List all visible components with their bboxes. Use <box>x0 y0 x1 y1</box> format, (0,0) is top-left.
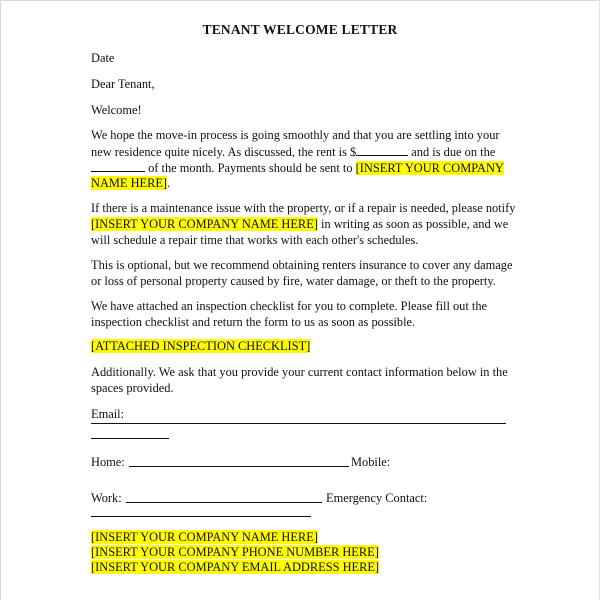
rent-text: new residence quite nicely. As discussed, the rent is $ <box>91 145 357 159</box>
checklist-text: [ATTACHED INSPECTION CHECKLIST] <box>91 339 311 353</box>
due-text: and is due on the <box>411 145 496 159</box>
notify-text: in writing as soon as possible, and we <box>321 217 509 231</box>
paragraph-1-line-4 <box>91 175 170 192</box>
checklist-placeholder <box>91 338 310 355</box>
due-day-blank[interactable] <box>91 159 145 172</box>
work-phone-field[interactable] <box>126 502 322 503</box>
footer-company-name <box>91 530 318 545</box>
company-placeholder-1b: NAME HERE] <box>91 176 168 190</box>
footer-company-name-text: [INSERT YOUR COMPANY NAME HERE] <box>91 530 318 544</box>
email-label: Email: <box>91 407 125 421</box>
work-label: Work: <box>91 491 122 505</box>
paragraph-3-line-2: or loss of personal property caused by fire, water damage, or theft to the property. <box>91 274 496 288</box>
company-placeholder-2: [INSERT YOUR COMPANY NAME HERE] <box>91 217 318 231</box>
welcome-line: Welcome! <box>91 103 142 117</box>
paragraph-3-line-1: This is optional, but we recommend obtaining renters insurance to cover any damage <box>91 258 513 272</box>
paragraph-4-line-1: We have attached an inspection checklist for you to complete. Please fill out the <box>91 299 488 313</box>
paragraph-2-line-3: will schedule a repair time that works with each other's schedules. <box>91 233 419 247</box>
emergency-contact-label: Emergency Contact: <box>326 491 428 505</box>
home-phone-field[interactable] <box>129 466 349 467</box>
paragraph-5-line-2: spaces provided. <box>91 381 174 395</box>
rent-amount-blank[interactable] <box>356 143 408 156</box>
paragraph-1-line-1: We hope the move-in process is going smoothly and that you are settling into your <box>91 128 500 142</box>
emergency-contact-field[interactable] <box>91 516 311 517</box>
footer-company-email <box>91 560 379 575</box>
mobile-label: Mobile: <box>351 455 391 469</box>
salutation: Dear Tenant, <box>91 77 155 91</box>
email-field-line-1[interactable] <box>91 423 506 424</box>
email-field-line-2[interactable] <box>91 438 169 439</box>
footer-company-email-text: [INSERT YOUR COMPANY EMAIL ADDRESS HERE] <box>91 560 380 574</box>
home-label: Home: <box>91 455 125 469</box>
company-placeholder-1a: [INSERT YOUR COMPANY <box>355 161 504 175</box>
date-line: Date <box>91 51 115 65</box>
letter-title: TENANT WELCOME LETTER <box>202 22 398 37</box>
page-border-top <box>0 0 600 1</box>
footer-company-phone-text: [INSERT YOUR COMPANY PHONE NUMBER HERE] <box>91 545 379 559</box>
payments-text: of the month. Payments should be sent to <box>148 161 353 175</box>
paragraph-2-line-2 <box>91 216 508 233</box>
paragraph-5-line-1: Additionally. We ask that you provide your current contact information below in the <box>91 365 508 379</box>
page-border-left <box>0 0 1 600</box>
paragraph-4-line-2: inspection checklist and return the form to us as soon as possible. <box>91 315 416 329</box>
period: . <box>167 176 171 190</box>
paragraph-2-line-1: If there is a maintenance issue with the property, or if a repair is needed, please notify <box>91 201 516 215</box>
footer-company-phone <box>91 545 379 560</box>
